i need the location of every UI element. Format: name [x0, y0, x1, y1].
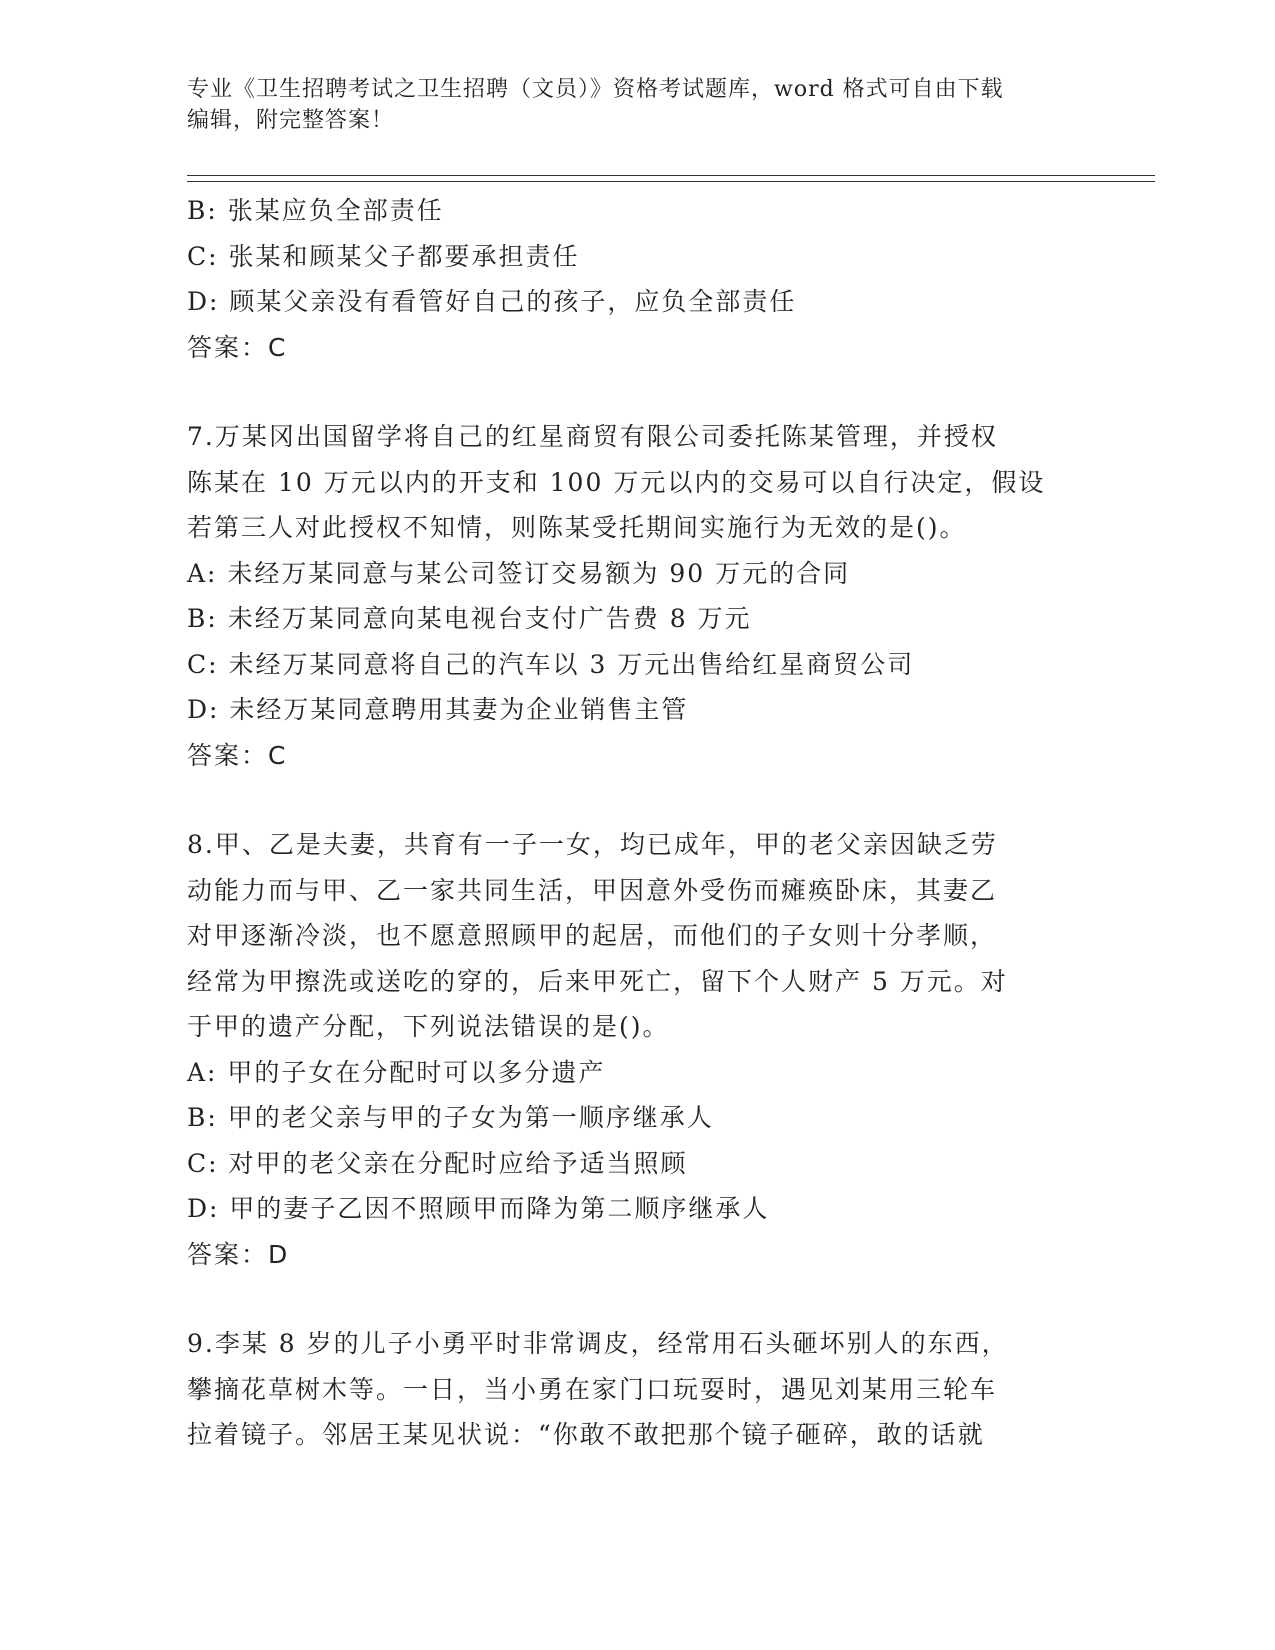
header-line-2: 编辑，附完整答案！	[187, 108, 395, 133]
question-6	[187, 188, 1087, 370]
spacer	[187, 370, 1087, 414]
option-b: B: 甲的老父亲与甲的子女为第一顺序继承人	[187, 1103, 714, 1132]
question-9	[187, 1321, 1087, 1458]
option-b: B: 未经万某同意向某电视台支付广告费 8 万元	[187, 604, 752, 633]
header-rule-top	[187, 175, 1155, 176]
document-header	[187, 74, 1067, 136]
header-line-1: 专业《卫生招聘考试之卫生招聘（文员）》资格考试题库，word 格式可自由下载	[187, 77, 1004, 102]
option-d: D: 甲的妻子乙因不照顾甲而降为第二顺序继承人	[187, 1194, 770, 1223]
page-content	[187, 188, 1087, 1458]
question-stem-line: 7.万某冈出国留学将自己的红星商贸有限公司委托陈某管理，并授权	[187, 422, 998, 451]
question-stem-line: 对甲逐渐冷淡，也不愿意照顾甲的起居，而他们的子女则十分孝顺，	[187, 921, 998, 950]
question-stem-line: 于甲的遗产分配，下列说法错误的是()。	[187, 1012, 670, 1041]
question-stem-line: 拉着镜子。邻居王某见状说：“你敢不敢把那个镜子砸碎，敢的话就	[187, 1420, 985, 1449]
answer-label: 答案：D	[187, 1239, 290, 1269]
question-stem-line: 攀摘花草树木等。一日，当小勇在家门口玩耍时，遇见刘某用三轮车	[187, 1374, 998, 1404]
option-c: C: 对甲的老父亲在分配时应给予适当照顾	[187, 1148, 688, 1178]
question-8	[187, 822, 1087, 1277]
question-stem-line: 经常为甲擦洗或送吃的穿的，后来甲死亡，留下个人财产 5 万元。对	[187, 966, 1008, 996]
option-c: C: 未经万某同意将自己的汽车以 3 万元出售给红星商贸公司	[187, 649, 915, 679]
option-a: A: 甲的子女在分配时可以多分遗产	[187, 1057, 606, 1087]
question-stem-line: 若第三人对此授权不知情，则陈某受托期间实施行为无效的是()。	[187, 513, 967, 542]
option-c: C: 张某和顾某父子都要承担责任	[187, 241, 580, 271]
question-stem-line: 动能力而与甲、乙一家共同生活，甲因意外受伤而瘫痪卧床，其妻乙	[187, 875, 998, 905]
header-rule-bottom	[187, 181, 1155, 182]
option-d: D: 未经万某同意聘用其妻为企业销售主管	[187, 695, 689, 724]
question-stem-line: 8.甲、乙是夫妻，共育有一子一女，均已成年，甲的老父亲因缺乏劳	[187, 830, 998, 859]
answer-label: 答案：C	[187, 740, 288, 770]
spacer	[187, 778, 1087, 822]
spacer	[187, 1277, 1087, 1321]
question-7	[187, 414, 1087, 778]
option-d: D: 顾某父亲没有看管好自己的孩子，应负全部责任	[187, 287, 797, 316]
answer-label: 答案：C	[187, 332, 288, 362]
question-stem-line: 9.李某 8 岁的儿子小勇平时非常调皮，经常用石头砸坏别人的东西，	[187, 1329, 1009, 1358]
question-stem-line: 陈某在 10 万元以内的开支和 100 万元以内的交易可以自行决定，假设	[187, 467, 1046, 497]
option-a: A: 未经万某同意与某公司签订交易额为 90 万元的合同	[187, 558, 851, 588]
option-b: B: 张某应负全部责任	[187, 196, 444, 225]
